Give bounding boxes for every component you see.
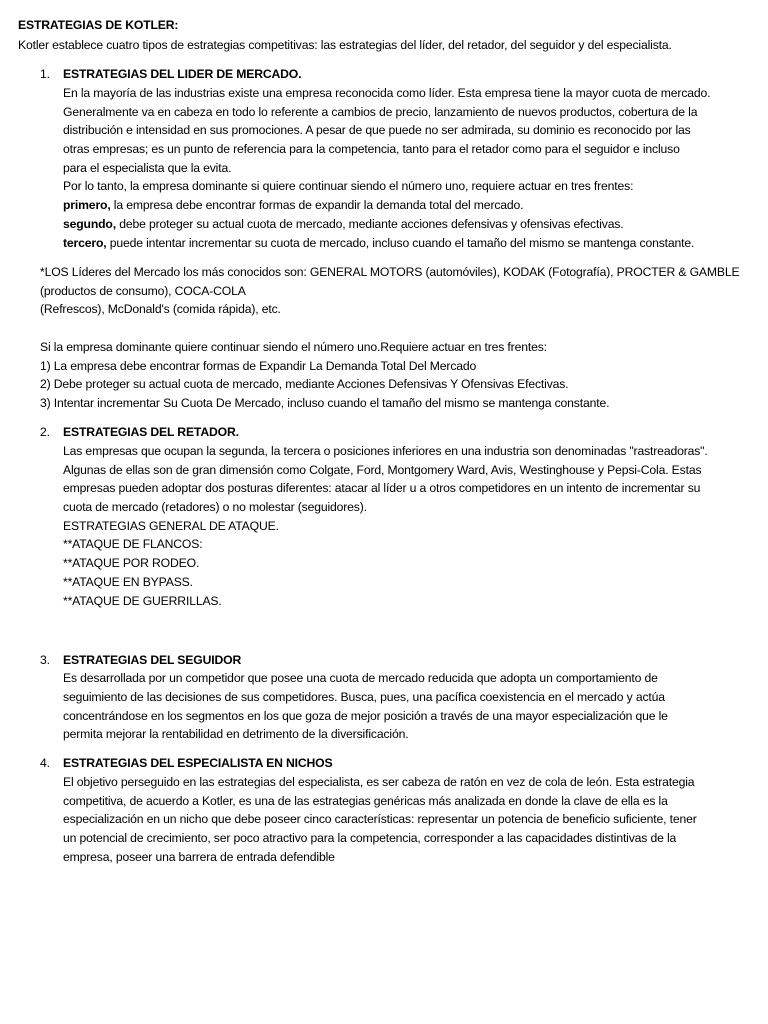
section-1-line: distribución e intensidad en sus promociones. A pesar de que puede no ser admirada, su dominio es reconocido por las bbox=[63, 123, 691, 137]
section-2-heading: ESTRATEGIAS DEL RETADOR. bbox=[63, 425, 239, 439]
front-first: primero, la empresa debe encontrar formas de expandir la demanda total del mercado. bbox=[63, 198, 524, 212]
section-3-line: Es desarrollada por un competidor que posee una cuota de mercado reducida que adopta un comportamiento de bbox=[63, 671, 658, 685]
section-1-number: 1. bbox=[40, 67, 50, 81]
section-1-line: Por lo tanto, la empresa dominante si quiere continuar siendo el número uno, requiere actuar en tres frentes: bbox=[63, 179, 634, 193]
section-4-line: un potencial de crecimiento, ser poco atractivo para la competencia, corresponder a las capacidades distintivas de la bbox=[63, 831, 677, 845]
summary-line: 2) Debe proteger su actual cuota de mercado, mediante Acciones Defensivas Y Ofensivas Efectivas. bbox=[40, 377, 569, 391]
section-4-line: competitiva, de acuerdo a Kotler, es una de las estrategias genéricas más analizada en donde la clave de ella es la bbox=[63, 794, 668, 808]
section-3-heading: ESTRATEGIAS DEL SEGUIDOR bbox=[63, 653, 242, 667]
section-2-line: Las empresas que ocupan la segunda, la tercera o posiciones inferiores en una industria son denominadas "rastreadoras". bbox=[63, 444, 708, 458]
summary-line: Si la empresa dominante quiere continuar siendo el número uno.Requiere actuar en tres frentes: bbox=[40, 340, 547, 354]
front-second: segundo, debe proteger su actual cuota de mercado, mediante acciones defensivas y ofensivas efectivas. bbox=[63, 217, 624, 231]
attack-item: **ATAQUE DE FLANCOS: bbox=[63, 537, 203, 551]
section-4-line: El objetivo perseguido en las estrategias del especialista, es ser cabeza de ratón en vez de cola de león. Esta estrategia bbox=[63, 775, 695, 789]
leaders-line: (productos de consumo), COCA-COLA bbox=[40, 284, 246, 298]
section-4-line: empresa, poseer una barrera de entrada defendible bbox=[63, 850, 335, 864]
section-2-line: cuota de mercado (retadores) o no molestar (seguidores). bbox=[63, 500, 367, 514]
section-3-line: seguimiento de las decisiones de sus competidores. Busca, pues, una pacífica coexistencia en el mercado y actúa bbox=[63, 690, 665, 704]
section-2-line: Algunas de ellas son de gran dimensión como Colgate, Ford, Montgomery Ward, Avis, Westinghouse y Pepsi-Cola. Estas bbox=[63, 463, 702, 477]
summary-line: 1) La empresa debe encontrar formas de Expandir La Demanda Total Del Mercado bbox=[40, 359, 477, 373]
section-3-line: concentrándose en los segmentos en los que goza de mejor posición a través de una mayor especialización que le bbox=[63, 709, 668, 723]
section-4-line: especialización en un nicho que debe poseer cinco características: representar un potencia de beneficio suficiente, tener bbox=[63, 812, 697, 826]
summary-line: 3) Intentar incrementar Su Cuota De Mercado, incluso cuando el tamaño del mismo se mantenga constante. bbox=[40, 396, 610, 410]
section-1-line: para el especialista que la evita. bbox=[63, 161, 232, 175]
leaders-line: *LOS Líderes del Mercado los más conocidos son: GENERAL MOTORS (automóviles), KODAK (Fotografía), PROCTER & GAMBLE bbox=[40, 265, 740, 279]
section-4-number: 4. bbox=[40, 756, 50, 770]
section-3-line: permita mejorar la rentabilidad en detrimento de la diversificación. bbox=[63, 727, 409, 741]
section-2-number: 2. bbox=[40, 425, 50, 439]
section-1-line: Generalmente va en cabeza en todo lo referente a cambios de precio, lanzamiento de nuevos productos, cobertura de la bbox=[63, 105, 698, 119]
section-4-heading: ESTRATEGIAS DEL ESPECIALISTA EN NICHOS bbox=[63, 756, 333, 770]
front-third: tercero, puede intentar incrementar su cuota de mercado, incluso cuando el tamaño del mismo se mantenga constante. bbox=[63, 236, 695, 250]
section-3-number: 3. bbox=[40, 653, 50, 667]
leaders-line: (Refrescos), McDonald's (comida rápida), etc. bbox=[40, 302, 281, 316]
attack-item: **ATAQUE EN BYPASS. bbox=[63, 575, 193, 589]
section-1-line: En la mayoría de las industrias existe una empresa reconocida como líder. Esta empresa tiene la mayor cuota de mercado. bbox=[63, 86, 711, 100]
section-2-line: ESTRATEGIAS GENERAL DE ATAQUE. bbox=[63, 519, 279, 533]
section-1-line: otras empresas; es un punto de referencia para la competencia, tanto para el retador como para el seguidor e incluso bbox=[63, 142, 680, 156]
attack-item: **ATAQUE DE GUERRILLAS. bbox=[63, 594, 222, 608]
doc-intro: Kotler establece cuatro tipos de estrategias competitivas: las estrategias del líder, del retador, del seguidor y del especialista. bbox=[18, 38, 672, 52]
section-1-heading: ESTRATEGIAS DEL LIDER DE MERCADO. bbox=[63, 67, 302, 81]
doc-title: ESTRATEGIAS DE KOTLER: bbox=[18, 18, 179, 32]
section-2-line: empresas pueden adoptar dos posturas diferentes: atacar al líder u a otros competidores en un intento de incrementar su bbox=[63, 481, 701, 495]
attack-item: **ATAQUE POR RODEO. bbox=[63, 556, 200, 570]
